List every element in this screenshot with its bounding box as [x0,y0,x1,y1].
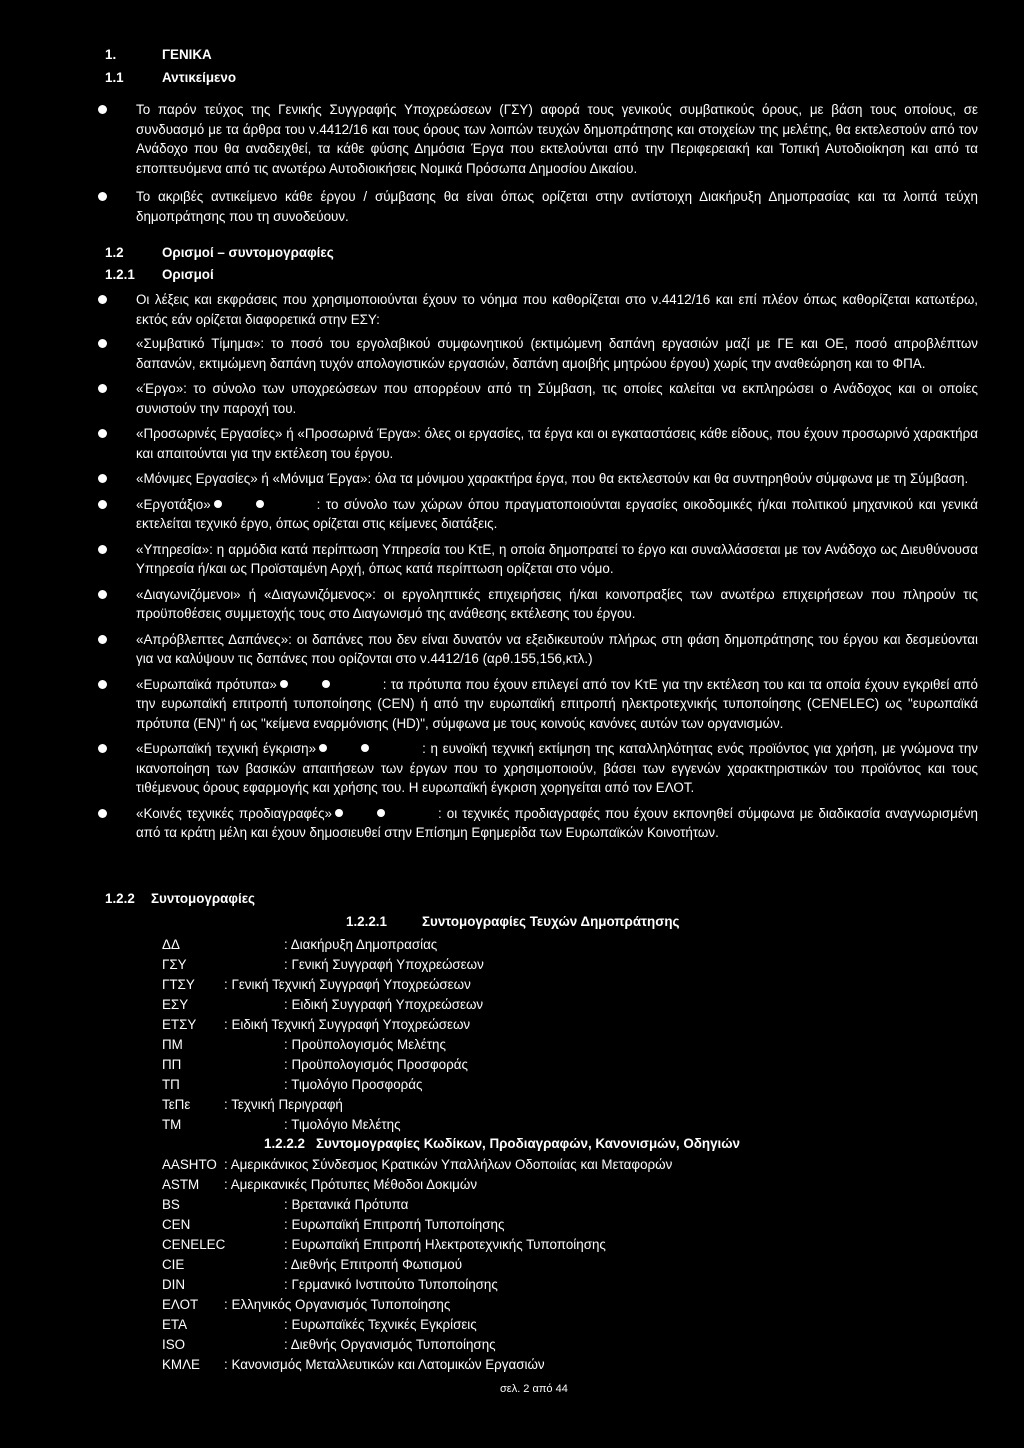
bullet-dot-icon [335,809,343,817]
heading-1-2-2: 1.2.2 Συντομογραφίες [105,891,256,906]
bullet-dot-icon [322,680,330,688]
bullet-dot-icon [256,500,264,508]
bullet-icon [98,429,107,438]
definition-service: «Υπηρεσία»: η αρμόδια κατά περίπτωση Υπηρεσία του ΚτΕ, η οποία δημοπρατεί το έργο και συναλλάσσεται με τον Ανάδοχο ως Διευθύνουσα Υπηρεσία ή/και ως Προϊσταμένη Αρχή, όπως κατά περίπτωση ορίζεται στο νόμο. [98,540,978,579]
bullet-icon [98,295,107,304]
bullet-dot-icon [280,680,288,688]
bullet-icon [98,384,107,393]
definition-european-standards: «Ευρωπαϊκά πρότυπα» : τα πρότυπα που έχουν επιλεγεί από τον ΚτΕ για την εκτέλεση του και τα οποία έχουν εγκριθεί από την ευρωπαϊκή επιτροπή τυποποίησης (CEN) ή από την ευρωπαϊκή επιτροπή ηλεκτροτεχνικής τυποποίησης (CENELEC) ως "ευρωπαϊκά πρότυπα (EN)" ή ως "κείμενα εναρμόνισης (HD)", σύμφωνα με τους κοινούς κανόνες αυτών των οργανισμών. [98,675,978,734]
bullet-dot-icon [214,500,222,508]
definition-temporary-works: «Προσωρινές Εργασίες» ή «Προσωρινά Έργα»: όλες οι εργασίες, τα έργα και οι εγκαταστάσεις κάθε είδους, που έχουν προσωρινό χαρακτήρα και απαιτούνται για την εκτέλεση του έργου. [98,424,978,463]
definition-bidders: «Διαγωνιζόμενοι» ή «Διαγωνιζόμενος»: οι εργοληπτικές επιχειρήσεις ή/και κοινοπραξίες των ανωτέρω επιχειρήσεων που πληρούν τις προϋποθέσεις συμμετοχής τους στο Διαγωνισμό της ανάθεσης εκτέλεσης του έργου. [98,585,978,624]
definition-european-technical-approval: «Ευρωπαϊκή τεχνική έγκριση» : η ευνοϊκή τεχνική εκτίμηση της καταλληλότητας ενός προϊόντος για χρήση, με γνώμονα την ικανοποίηση των βασικών απαιτήσεων των έργων που το χρησιμοποιούν, βάσει των εγγενών χαρακτηριστικών του προϊόντος και τους τιθέμενους όρους εφαρμογής και χρήσης του. Η ευρωπαϊκή έγκριση χορηγείται από τον ΕΛΟΤ. [98,739,978,798]
list-item: Το ακριβές αντικείμενο κάθε έργου / σύμβασης θα είναι όπως ορίζεται στην αντίστοιχη Διακήρυξη Δημοπρασίας και τα λοιπά τεύχη δημοπράτησης που τη συνοδεύουν. [98,187,978,226]
bullet-icon [98,590,107,599]
bullet-icon [98,680,107,689]
definition-worksite: «Εργοτάξιο» : το σύνολο των χώρων όπου πραγματοποιούνται εργασίες οικοδομικές ή/και πολιτικού μηχανικού και γενικά εκτελείται τεχνικό έργο, όπως ορίζεται στις κείμενες διατάξεις. [98,495,978,534]
definition-common-technical-specs: «Κοινές τεχνικές προδιαγραφές» : οι τεχνικές προδιαγραφές που έχουν εκπονηθεί σύμφωνα με διαδικασία αναγνωρισμένη από τα κράτη μέλη και έχουν δημοσιευθεί στην Επίσημη Εφημερίδα των Ευρωπαϊκών Κοινοτήτων. [98,804,978,843]
definition-permanent-works: «Μόνιμες Εργασίες» ή «Μόνιμα Έργα»: όλα τα μόνιμου χαρακτήρα έργα, που θα εκτελεστούν και θα συντηρηθούν σύμφωνα με τη Σύμβαση. [98,469,978,489]
bullet-icon [98,500,107,509]
list-item: Το παρόν τεύχος της Γενικής Συγγραφής Υποχρεώσεων (ΓΣΥ) αφορά τους γενικούς συμβατικούς όρους, με βάση τους οποίους, σε συνδυασμό με τα άρθρα του ν.4412/16 και τους όρους των λοιπών τευχών δημοπράτησης και στοιχείων της μελέτης, θα εκτελεστούν από τον Ανάδοχο που θα αναδειχθεί, τα κάθε φύσης Δημόσια Έργα που εκτελούνται από την Περιφερειακή και Τοπική Αυτοδιοίκηση και από τα εποπτευόμενα από τις ανωτέρω Αυτοδιοικήσεις Νομικά Πρόσωπα Δημοσίου Δικαίου. [98,100,978,178]
list-item: Οι λέξεις και εκφράσεις που χρησιμοποιούνται έχουν το νόημα που καθορίζεται στο ν.4412/16 και επί πλέον όπως καθορίζεται κατωτέρω, εκτός εάν ορίζεται διαφορετικά στην ΕΣΥ: [98,290,978,329]
bullet-dot-icon [377,809,385,817]
heading-1-2: 1.2 Ορισμοί – συντομογραφίες [105,245,334,260]
definition-unforeseen-costs: «Απρόβλεπτες Δαπάνες»: οι δαπάνες που δεν είναι δυνατόν να εξειδικευτούν πλήρως στη φάση δημοπράτησης του έργου και δεσμεύονται για να καλύψουν τις δαπάνες που ορίζονται στο ν.4412/16 (αρθ.155,156,κτλ.) [98,630,978,669]
bullet-dot-icon [361,744,369,752]
bullet-dot-icon [319,744,327,752]
bullet-icon [98,635,107,644]
definition-project: «Έργο»: το σύνολο των υποχρεώσεων που απορρέουν από τη Σύμβαση, τις οποίες καλείται να εκπληρώσει ο Ανάδοχος και οι οποίες συνιστούν την παροχή του. [98,379,978,418]
bullet-icon [98,744,107,753]
heading-1-2-2-1: 1.2.2.1 Συντομογραφίες Τευχών Δημοπράτησης [346,914,680,929]
section-1-1-list [98,100,978,226]
heading-1-2-2-2: 1.2.2.2 Συντομογραφίες Κωδίκων, Προδιαγραφών, Κανονισμών, Οδηγιών [264,1136,741,1151]
definitions-list [98,290,978,843]
bullet-icon [98,105,107,114]
page-number: σελ. 2 από 44 [500,1383,568,1395]
heading-1-1: 1.1 Αντικείμενο [105,70,237,85]
bullet-icon [98,809,107,818]
definition-contract-price: «Συμβατικό Τίμημα»: το ποσό του εργολαβικού συμφωνητικού (εκτιμώμενη δαπάνη εργασιών μαζί με ΓΕ και ΟΕ, ποσό απροβλέπτων δαπανών, εκτιμώμενη δαπάνη τυχόν απολογιστικών εργασιών, δαπάνη αμοιβής μητρώου έργου) χωρίς την αναθεώρηση και το ΦΠΑ. [98,334,978,373]
bullet-icon [98,474,107,483]
bullet-icon [98,339,107,348]
bullet-icon [98,545,107,554]
heading-1: 1. ΓΕΝΙΚΑ [105,47,212,62]
bullet-icon [98,192,107,201]
document-page: 1. ΓΕΝΙΚΑ 1.1 Αντικείμενο Το παρόν τεύχος της Γενικής Συγγραφής Υποχρεώσεων (ΓΣΥ) αφορά τους γενικούς συμβατικούς όρους, με βάση τους οποίους, σε συνδυασμό με τα άρθρα του ν.4412/16 και τους όρους των λοιπών τευχών δημοπράτησης και στοιχείων της μελέτης, θα εκτελεστούν από τον Ανάδοχο που θα αναδειχθεί, τα κάθε φύσης Δημόσια Έργα που εκτελούνται από την Περιφερειακή και Τοπική Αυτοδιοίκηση και από τα εποπτευόμενα από τις ανωτέρω Αυτοδιοικήσεις Νομικά Πρόσωπα Δημοσίου Δικαίου. Το ακριβές αντικείμενο κάθε έργου / σύμβασης θα είναι όπως ορίζεται στην αντίστοιχη Διακήρυξη Δημοπρασίας και τα λοιπά τεύχη δημοπράτησης που τη συνοδεύουν. 1.2 Ορισμοί – συντομογραφίες 1.2.1 Ορισμοί Οι λέξεις και εκφράσεις που χρησιμοποιούνται έχουν το νόημα που καθορίζεται στο ν.4412/16 και επί πλέον όπως καθορίζεται κατωτέρω, εκτός εάν ορίζεται διαφορετικά στην ΕΣΥ: «Συμβατικό Τίμημα»: το ποσό του εργολαβικού συμφωνητικού (εκτιμώμενη δαπάνη εργασιών μαζί με ΓΕ και ΟΕ, ποσό απροβλέπτων δαπανών, εκτιμώμενη δαπάνη τυχόν απολογιστικών εργασιών, δαπάνη αμοιβής μητρώου έργου) χωρίς την αναθεώρηση και το ΦΠΑ. «Έργο»: το σύνολο των υποχρεώσεων που απορρέουν από τη Σύμβαση, τις οποίες καλείται να εκπληρώσει ο Ανάδοχος και οι οποίες συνιστούν την παροχή του. «Προσωρινές Εργασίες» ή «Προσωρινά Έργα»: όλες οι εργασίες, τα έργα και οι εγκαταστάσεις κάθε είδους, που έχουν προσωρινό χαρακτήρα και απαιτούνται για την εκτέλεση του έργου. «Μόνιμες Εργασίες» ή «Μόνιμα Έργα»: όλα τα μόνιμου χαρακτήρα έργα, που θα εκτελεστούν και θα συντηρηθούν σύμφωνα με τη Σύμβαση. «Εργοτάξιο» : το σύνολο των χώρων όπου πραγματοποιούνται εργασίες οικοδομικές ή/και πολιτικού μηχανικού και γενικά εκτελείται τεχνικό έργο, όπως ορίζεται στις κείμενες διατάξεις. «Υπηρεσία»: η αρμόδια κατά περίπτωση Υπηρεσία του ΚτΕ, η οποία δημοπρατεί το έργο και συναλλάσσεται με τον Ανάδοχο ως Διευθύνουσα Υπηρεσία ή/και ως Προϊσταμένη Αρχή, όπως κατά περίπτωση ορίζεται στο νόμο. «Διαγωνιζόμενοι» ή «Διαγωνιζόμενος»: οι εργοληπτικές επιχειρήσεις ή/και κοινοπραξίες των ανωτέρω επιχειρήσεων που πληρούν τις προϋποθέσεις συμμετοχής τους στο Διαγωνισμό της ανάθεσης εκτέλεσης του έργου. «Απρόβλεπτες Δαπάνες»: οι δαπάνες που δεν είναι δυνατόν να εξειδικευτούν πλήρως στη φάση δημοπράτησης του έργου και δεσμεύονται για να καλύψουν τις δαπάνες που ορίζονται στο ν.4412/16 (αρθ.155,156,κτλ.) «Ευρωπαϊκά πρότυπα» : τα πρότυπα που έχουν επιλεγεί από τον ΚτΕ για την εκτέλεση του και τα οποία έχουν εγκριθεί από την ευρωπαϊκή επιτροπή τυποποίησης (CEN) ή από την ευρωπαϊκή επιτροπή ηλεκτροτεχνικής τυποποίησης (CENELEC) ως "ευρωπαϊκά πρότυπα (EN)" ή ως "κείμενα εναρμόνισης (HD)", σύμφωνα με τους κοινούς κανόνες αυτών των οργανισμών. «Ευρωπαϊκή τεχνική έγκριση» : η ευνοϊκή τεχνική εκτίμηση της καταλληλότητας ενός προϊόντος για χρήση, με γνώμονα την ικανοποίηση των βασικών απαιτήσεων των έργων που το χρησιμοποιούν, βάσει των εγγενών χαρακτηριστικών του προϊόντος και τους τιθέμενους όρους εφαρμογής και χρήσης του. Η ευρωπαϊκή έγκριση χορηγείται από τον ΕΛΟΤ. «Κοινές τεχνικές προδιαγραφές» : οι τεχνικές προδιαγραφές που έχουν εκπονηθεί σύμφωνα με διαδικασία αναγνωρισμένη από τα κράτη μέλη και έχουν δημοσιευθεί στην Επίσημη Εφημερίδα των Ευρωπαϊκών Κοινοτήτων. 1.2.2 Συντομογραφίες 1.2.2.1 Συντομογραφίες Τευχών Δημοπράτησης ΔΔ : Διακήρυξη Δημοπρασίας ΓΣΥ : Γενική Συγγραφή Υποχρεώσεων ΓΤΣΥ : Γενική Τεχνική Συγγραφή Υποχρεώσεων ΕΣΥ : Ειδική Συγγραφή Υποχρεώσεων ΕΤΣΥ : Ειδική Τεχνική Συγγραφή Υποχρεώσεων ΠΜ : Προϋπολογισμός Μελέτης ΠΠ : Προϋπολογισμός Προσφοράς ΤΠ : Τιμολόγιο Προσφοράς ΤεΠε : Τεχνική Περιγραφή ΤΜ : Τιμολόγιο Μελέτης 1.2.2.2 Συντομογραφίες Κωδίκων, Προδιαγραφών, Κανονισμών, Οδηγιών AASHTO : Αμερικάνικος Σύνδεσμος Κρατικών Υπαλλήλων Οδοποιίας και Μεταφορών ASTM : Αμερικανικές Πρότυπες Μέθοδοι Δοκιμών BS : Βρετανικά Πρότυπα CEN : Ευρωπαϊκή Επιτροπή Τυποποίησης CENELEC : Ευρωπαϊκή Επιτροπή Ηλεκτροτεχνικής Τυποποίησης CIE : Διεθνής Επιτροπή Φωτισμού DIN : Γερμανικό Ινστιτούτο Τυποποίησης ΕΛΟΤ : Ελληνικός Οργανισμός Τυποποίησης ETA : Ευρωπαϊκές Τεχνικές Εγκρίσεις ISO : Διεθνής Οργανισμός Τυποποίησης ΚΜΛΕ : Κανονισμός Μεταλλευτικών και Λατομικών Εργασιών σελ. 2 από 44 [0,0,1024,1448]
heading-1-2-1: 1.2.1 Ορισμοί [105,267,214,282]
